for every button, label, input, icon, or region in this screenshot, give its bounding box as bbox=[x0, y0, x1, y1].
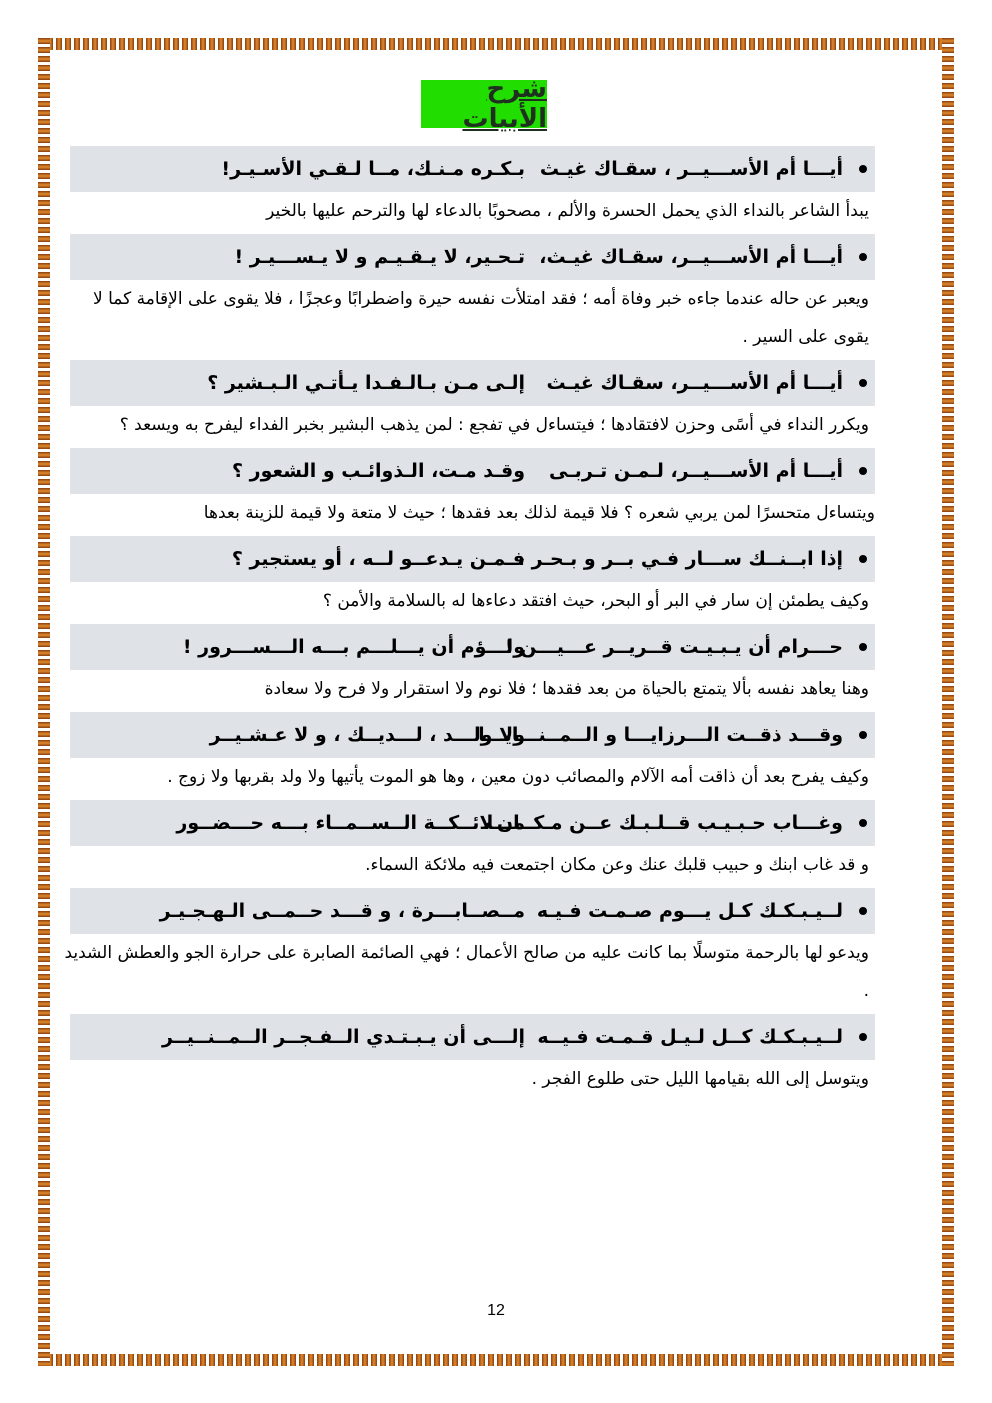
verse-explanation: ويدعو لها بالرحمة متوسلًا بما كانت عليه من صالح الأعمال ؛ فهي الصائمة الصابرة على حرارة الجو والعطش الشديد . bbox=[64, 943, 869, 1001]
verse-line bbox=[70, 536, 875, 582]
verse-line bbox=[70, 1014, 875, 1060]
verse-explanation: وهنا يعاهد نفسه بألا يتمتع بالحياة من بعد فقدها ؛ فلا نوم ولا استقرار ولا فرح ولا سعادة bbox=[264, 679, 869, 699]
verse-second-half: إلـــى أن يـبـتـدي الــفـجــر الــمــنــيــر bbox=[161, 1026, 525, 1048]
border-bottom bbox=[38, 1354, 954, 1366]
bullet-icon bbox=[859, 731, 867, 739]
verse-first-half: حـــرام أن يـبـيـت قــريــر عـــيـــن ! bbox=[504, 636, 843, 658]
verse-explanation: ويتساءل متحسرًا لمن يربي شعره ؟ فلا قيمة لذلك بعد فقدها ؛ حيث لا متعة ولا قيمة للزينة بعدها bbox=[203, 503, 875, 523]
verse-first-half: إذا ابــنــك ســـار فـي بــر و بـحـر ، bbox=[517, 548, 843, 570]
verse-explanation: يبدأ الشاعر بالنداء الذي يحمل الحسرة والألم ، مصحوبًا بالدعاء لها والترحم عليها بالخير bbox=[266, 201, 869, 221]
page-number: 12 bbox=[487, 1302, 505, 1319]
verse-second-half: بـكـره مـنـك، مــا لـقـي الأسـيـر! bbox=[221, 158, 525, 180]
verse-explanation: ويكرر النداء في أسًى وحزن لافتقادها ؛ فيتساءل في تفجع : لمن يذهب البشير بخبر الفداء ليفرح به ويسعد ؟ bbox=[119, 415, 869, 435]
verse-first-half: أيـــا أم الأســـيــر، سقـاك غيـث، bbox=[539, 246, 843, 268]
border-right bbox=[942, 38, 954, 1366]
verse-second-half: مــصــابـــرة ، و قـــد حــمــى الـهـجـيـر bbox=[159, 900, 525, 922]
verse-first-half: وقـــد ذقــت الـــرزايـــا و الــمــنـــايـــا bbox=[478, 724, 843, 746]
page-title: شرح الأبيات bbox=[462, 74, 547, 134]
verse-explanation: وكيف يفرح بعد أن ذاقت أمه الآلام والمصائب دون معين ، وها هو الموت يأتيها ولا ولد بقربها ولا زوج . bbox=[167, 767, 869, 787]
verse-explanation: ويتوسل إلى الله بقيامها الليل حتى طلوع الفجر . bbox=[531, 1069, 869, 1089]
verse-second-half: ولا ولـــد ، لـــديــك ، و لا عـشـيــر bbox=[209, 724, 525, 746]
border-left bbox=[38, 38, 50, 1366]
verse-line bbox=[70, 448, 875, 494]
bullet-icon bbox=[859, 165, 867, 173]
bullet-icon bbox=[859, 253, 867, 261]
bullet-icon bbox=[859, 907, 867, 915]
bullet-icon bbox=[859, 379, 867, 387]
verse-second-half: تـحـير، لا يـقـيـم و لا يـســـيـر ! bbox=[234, 246, 525, 268]
bullet-icon bbox=[859, 555, 867, 563]
bullet-icon bbox=[859, 467, 867, 475]
verse-first-half: أيـــا أم الأســـيــر، لـمـن تـربـى bbox=[548, 460, 843, 482]
verse-first-half: أيـــا أم الأســـيــر، سقـاك غيـث bbox=[546, 372, 843, 394]
verse-line bbox=[70, 800, 875, 846]
border-top bbox=[38, 38, 954, 50]
verse-first-half: لــيـبـكـك كـل يـــوم صـمـت فـيـه bbox=[536, 900, 843, 922]
verse-first-half: أيـــا أم الأســـيــر ، سقـاك غيـث bbox=[539, 158, 843, 180]
bullet-icon bbox=[859, 819, 867, 827]
verse-line bbox=[70, 234, 875, 280]
verse-second-half: إلـى مـن بـالـفـدا يـأتـي الـبـشير ؟ bbox=[207, 372, 525, 394]
verse-line bbox=[70, 712, 875, 758]
verse-line bbox=[70, 146, 875, 192]
verse-explanation: وكيف يطمئن إن سار في البر أو البحر، حيث افتقد دعاءها له بالسلامة والأمن ؟ bbox=[322, 591, 869, 611]
bullet-icon bbox=[859, 643, 867, 651]
verse-second-half: مـــلائــكــة الــســمــاء بـــه حـــضــور bbox=[176, 812, 525, 834]
verse-line bbox=[70, 624, 875, 670]
verse-line bbox=[70, 360, 875, 406]
bullet-icon bbox=[859, 1033, 867, 1041]
verse-line bbox=[70, 888, 875, 934]
verse-second-half: وقـد مـت، الـذوائـب و الشعور ؟ bbox=[232, 460, 525, 482]
verse-second-half: ولـــؤم أن يـــلـــم بـــه الـــســـرور ! bbox=[182, 636, 525, 658]
verses-section bbox=[60, 146, 875, 1102]
verse-first-half: وغـــاب حـبـيـب قــلـبـك عــن مـكــان ، bbox=[483, 812, 843, 834]
page-title-box bbox=[421, 74, 547, 134]
verse-explanation: ويعبر عن حاله عندما جاءه خبر وفاة أمه ؛ فقد امتلأت نفسه حيرة واضطرابًا وعجزًا ، فلا يقوى على الإقامة كما لا يقوى على السير . bbox=[93, 289, 869, 347]
verse-second-half: فـمـن يـدعــو لــه ، أو يستجير ؟ bbox=[231, 548, 525, 570]
verse-explanation: و قد غاب ابنك و حبيب قلبك عنك وعن مكان اجتمعت فيه ملائكة السماء. bbox=[365, 855, 869, 875]
verse-first-half: لــيـبـكـك كــل لـيـل قـمـت فـيــه bbox=[537, 1026, 843, 1048]
